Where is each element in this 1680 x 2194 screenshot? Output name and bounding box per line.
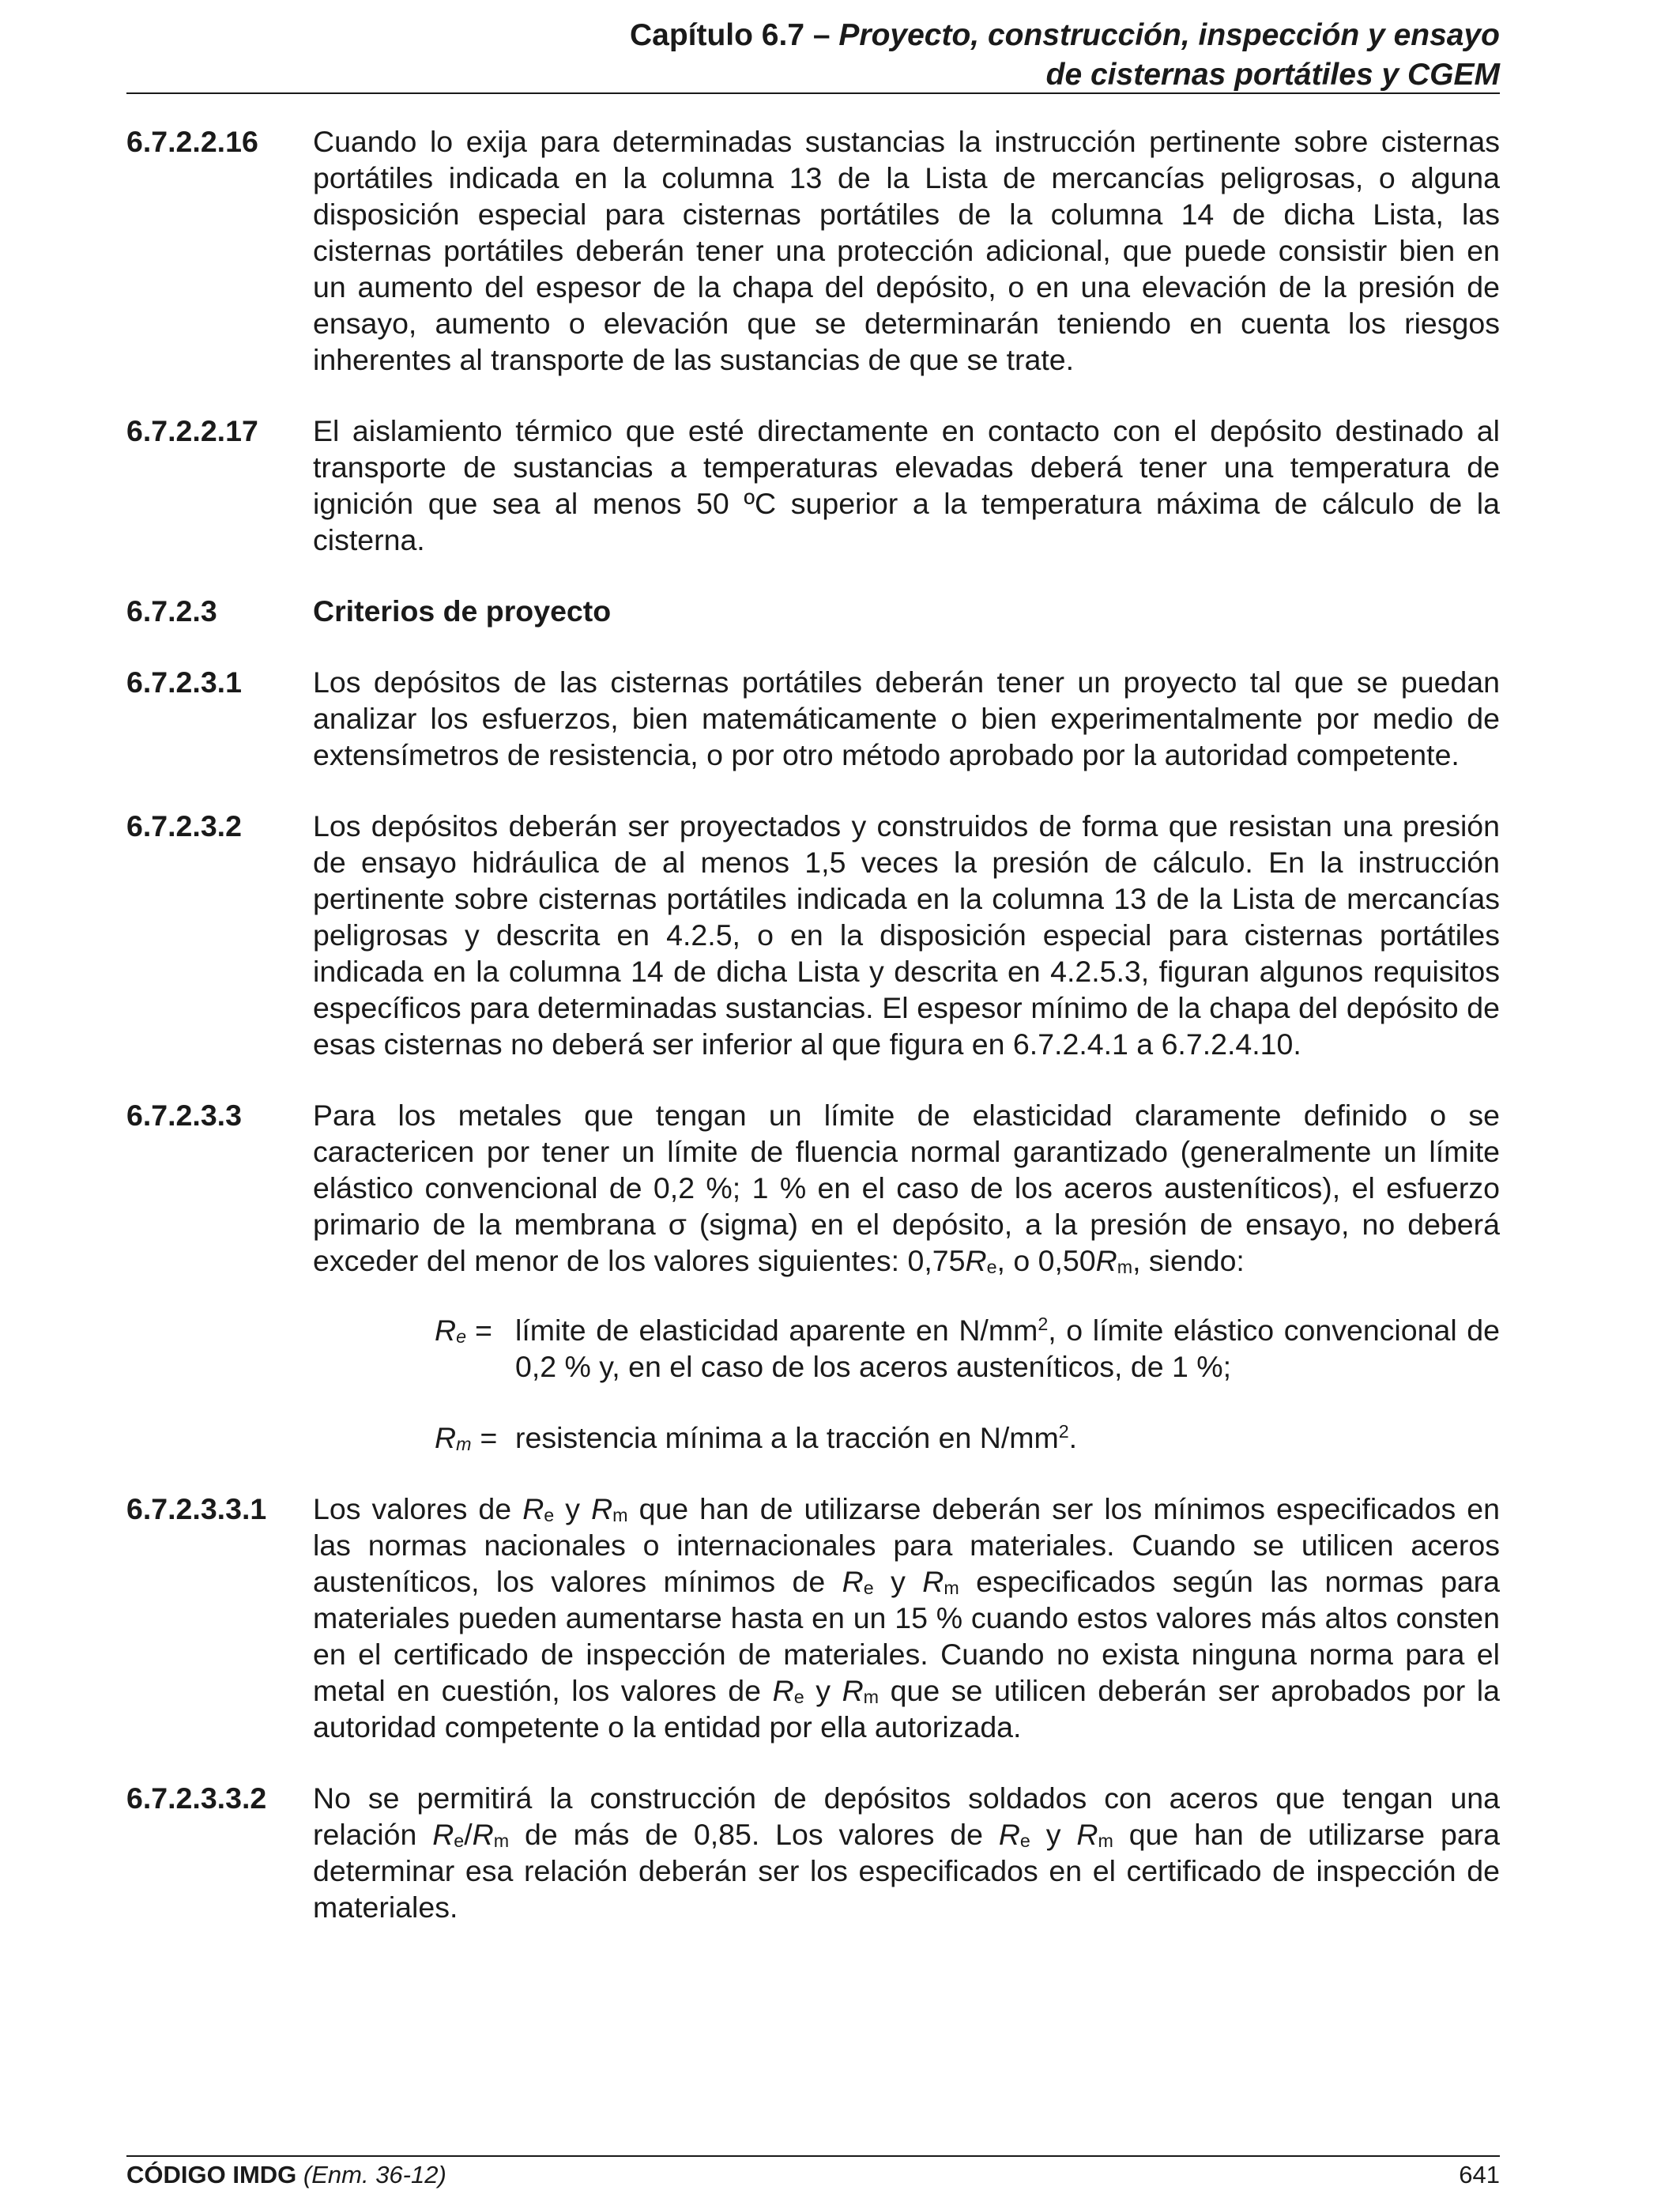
section-text: Los depósitos deberán ser proyectados y construidos de forma que resistan una presión de ensayo hidráulica de al menos 1,5 veces la presión de cálculo. En la instrucción pertinente sobre cisternas portátiles indicada en la columna 13 de la Lista de mercancías peligrosas y descrita en 4.2.5, o en la disposición especial para cisternas portátiles indicada en la columna 14 de dicha Lista y descrita en 4.2.5.3, figuran algunos requisitos específicos para determinadas sustancias. El espesor mínimo de la chapa del depósito de esas cisternas no deberá ser inferior al que figura en 6.7.2.4.1 a 6.7.2.4.10. (313, 809, 1500, 1061)
section-6-7-2-3-1 (126, 664, 1500, 773)
section-6-7-2-2-17 (126, 413, 1500, 558)
section-text: Los valores de $R_e$ y $R_m$ que han de utilizarse deberán ser los mínimos especificados en las normas nacionales o internacionales para materiales. Cuando se utilicen aceros austeníticos, los valores mínimos de $R_e$ y $R_m$ especificados según las normas para materiales pueden aumentarse hasta en un 15 % cuando estos valores más altos consten en el certificado de inspección de materiales. Cuando no exista ninguna norma para el metal en cuestión, los valores de $R_e$ y $R_m$ que se utilicen deberán ser aprobados por la autoridad competente o la entidad por ella autorizada. (313, 1492, 1501, 1744)
symbol-rm: $R_m$ (1095, 1244, 1133, 1277)
section-6-7-2-3 (126, 593, 1500, 629)
section-number: 6.7.2.3.3 (126, 1099, 242, 1132)
definition-list (435, 1312, 1500, 1456)
section-number: 6.7.2.3.3.2 (126, 1781, 267, 1815)
section-text (313, 1097, 1500, 1279)
definition-term: $R_e$ = (435, 1314, 492, 1347)
text-run: , o 0,50 (996, 1244, 1096, 1277)
section-number: 6.7.2.3.1 (126, 665, 242, 699)
section-number: 6.7.2.2.16 (126, 125, 258, 158)
page-body (126, 123, 1500, 1960)
section-heading: Criterios de proyecto (313, 594, 612, 628)
amendment: (Enm. 36-12) (303, 2161, 446, 2188)
section-text: Los depósitos de las cisternas portátiles deberán tener un proyecto tal que se puedan analizar los esfuerzos, bien matemáticamente o bien experimentalmente por medio de extensímetros de resistencia, o por otro método aprobado por la autoridad competente. (313, 665, 1500, 771)
section-number: 6.7.2.3.2 (126, 809, 242, 843)
definition-text: resistencia mínima a la tracción en $N/mm^2$. (515, 1421, 1078, 1454)
running-footer (126, 2160, 1500, 2190)
section-6-7-2-2-16 (126, 123, 1500, 378)
section-text: El aislamiento térmico que esté directamente en contacto con el depósito destinado al transporte de sustancias a temperaturas elevadas deberá tener una temperatura de ignición que sea al menos 50 ºC superior a la temperatura máxima de cálculo de la cisterna. (313, 414, 1500, 556)
section-number: 6.7.2.2.17 (126, 414, 258, 447)
header-line-1 (126, 16, 1500, 55)
section-text: No se permitirá la construcción de depósitos soldados con aceros que tengan una relación $R_e/R_m$ de más de 0,85. Los valores de $R_e$ y $R_m$ que han de utilizarse para determinar esa relación deberán ser los especificados en el certificado de inspección de materiales. (313, 1781, 1501, 1924)
section-6-7-2-3-3-2 (126, 1780, 1500, 1925)
definition-rm (435, 1419, 1500, 1456)
section-number: 6.7.2.3 (126, 594, 217, 628)
publication-code: CÓDIGO IMDG (126, 2161, 297, 2188)
text-run: Para los metales que tengan un límite de elasticidad claramente definido o se caractericen por tener un límite de fluencia normal garantizado (generalmente un límite elástico convencional de 0,2 %; 1 % en el caso de los aceros austeníticos), el esfuerzo primario de la membrana σ (sigma) en el depósito, a la presión de ensayo, no deberá exceder del menor de los valores siguientes: 0,75 (313, 1099, 1500, 1277)
section-text: Cuando lo exija para determinadas sustancias la instrucción pertinente sobre cisternas portátiles indicada en la columna 13 de la Lista de mercancías peligrosas, o alguna disposición especial para cisternas portátiles de la columna 14 de dicha Lista, las cisternas portátiles deberán tener una protección adicional, que puede consistir bien en un aumento del espesor de la chapa del depósito, o en una elevación de la presión de ensayo, aumento o elevación que se determinarán teniendo en cuenta los riesgos inherentes al transporte de las sustancias de que se trate. (313, 125, 1500, 376)
chapter-title-line-1: Proyecto, construcción, inspección y ensayo (838, 18, 1500, 52)
chapter-title-line-2: de cisternas portátiles y CGEM (1045, 58, 1500, 92)
text-run: , siendo: (1132, 1244, 1245, 1277)
footer-left (126, 2160, 446, 2190)
chapter-number: Capítulo 6.7 – (629, 18, 831, 52)
section-6-7-2-3-3 (126, 1097, 1500, 1279)
symbol-re: $R_e$ (965, 1244, 997, 1277)
header-divider (126, 92, 1500, 94)
section-number: 6.7.2.3.3.1 (126, 1492, 267, 1525)
definition-term: $R_m$ = (435, 1421, 497, 1454)
section-6-7-2-3-2 (126, 808, 1500, 1062)
footer-divider (126, 2155, 1500, 2157)
definition-text: límite de elasticidad aparente en $N/mm^2$, o límite elástico convencional de 0,2 % y, en el caso de los aceros austeníticos, de 1 %; (515, 1314, 1500, 1383)
definition-re (435, 1312, 1500, 1385)
page-number: 641 (1459, 2161, 1500, 2188)
section-6-7-2-3-3-1 (126, 1491, 1500, 1745)
running-header (126, 16, 1500, 95)
